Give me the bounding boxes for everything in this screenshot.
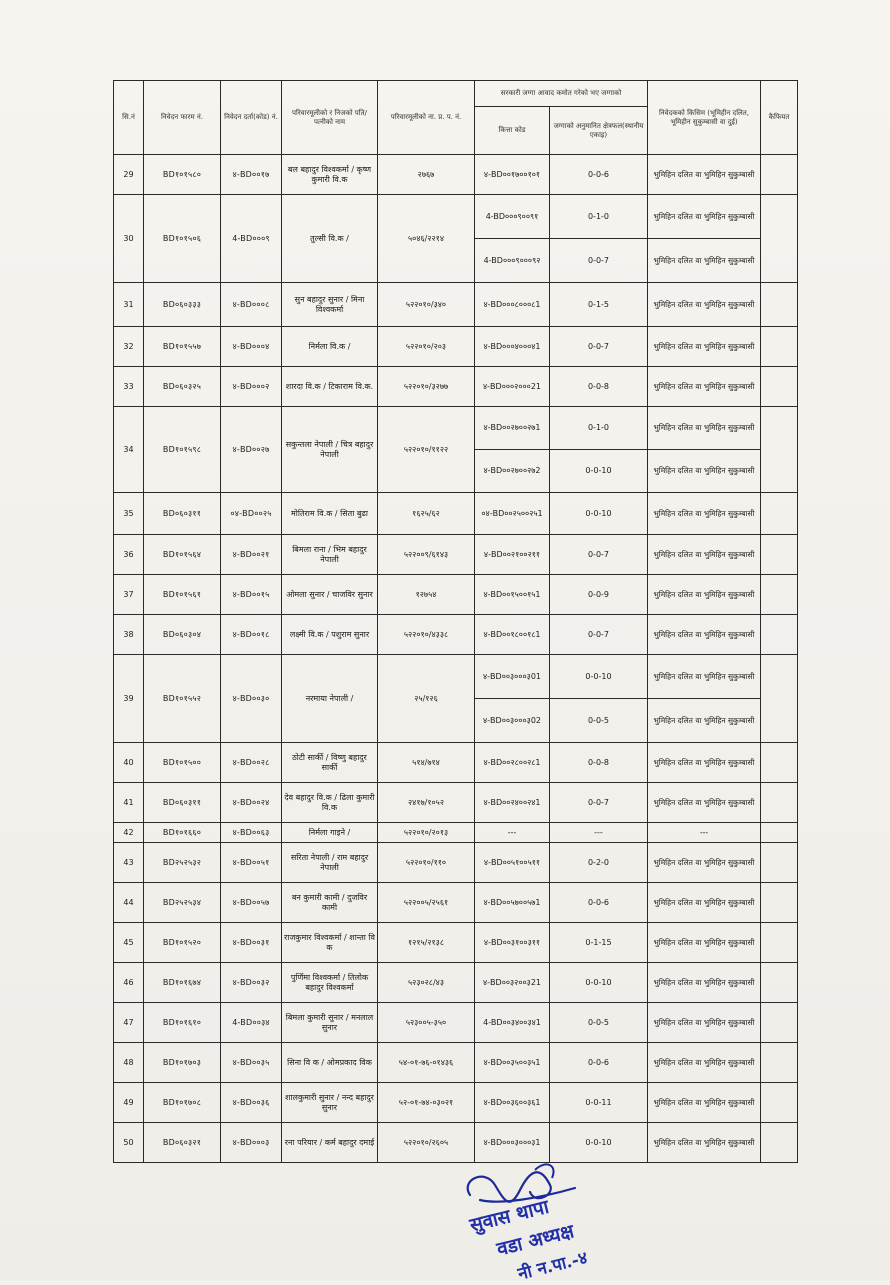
table-row: [114, 327, 798, 367]
cell-names: निर्मला वि.क /: [282, 327, 378, 367]
cell-sn: 49: [114, 1083, 144, 1123]
header-names: परिवारमूलीको र निजको पति/पत्नीको नाम: [282, 81, 378, 155]
cell-remarks: [761, 823, 798, 843]
cell-reg-code: ४-BD००३५: [221, 1043, 282, 1083]
cell-form-no: BD१०१५८०: [144, 155, 221, 195]
table-row: [114, 883, 798, 923]
cell-category: भुमिहिन दलित वा भुमिहिन सुकुम्बासी: [648, 283, 761, 327]
cell-remarks: [761, 195, 798, 283]
cell-sn: 32: [114, 327, 144, 367]
table-row: [114, 283, 798, 327]
cell-names: बिमला कुमारी सुनार / मनलाल सुनार: [282, 1003, 378, 1043]
header-land-group: सरकारी जग्गा आवाद कमोत गरेको भए जग्गाको: [475, 81, 648, 107]
cell-remarks: [761, 367, 798, 407]
header-remarks: कैफियत: [761, 81, 798, 155]
cell-area: 0-0-7: [550, 615, 648, 655]
cell-area: 0-2-0: [550, 843, 648, 883]
table-row: [114, 1083, 798, 1123]
cell-sn: 43: [114, 843, 144, 883]
cell-citizenship: ५२२०१०/२०१३: [378, 823, 475, 843]
cell-kitta: 4-BD०००९०००९२: [475, 239, 550, 283]
cell-area: 0-0-8: [550, 743, 648, 783]
cell-kitta: ४-BD००१८००१८1: [475, 615, 550, 655]
table-row: [114, 743, 798, 783]
cell-remarks: [761, 535, 798, 575]
cell-reg-code: ४-BD००१७: [221, 155, 282, 195]
cell-kitta: ४-BD००२४००२४1: [475, 783, 550, 823]
cell-category: भुमिहिन दलित वा भुमिहिन सुकुम्बासी: [648, 1123, 761, 1163]
cell-form-no: BD१०१५०६: [144, 195, 221, 283]
table-row: [114, 493, 798, 535]
cell-category: भुमिहिन दलित वा भुमिहिन सुकुम्बासी: [648, 535, 761, 575]
header-citizenship: परिवारमूलीको ना. प्र. प. नं.: [378, 81, 475, 155]
cell-category: भुमिहिन दलित वा भुमिहिन सुकुम्बासी: [648, 155, 761, 195]
cell-area: 0-0-10: [550, 655, 648, 699]
cell-names: शालकुमारी सुनार / नन्द बहादुर सुनार: [282, 1083, 378, 1123]
cell-names: बन कुमारी कामी / दुजविर कामी: [282, 883, 378, 923]
table-row: [114, 1003, 798, 1043]
cell-names: बल बहादुर विश्वकर्मा / कृष्ण कुमारी वि.क: [282, 155, 378, 195]
cell-kitta: ४-BD००२७००२७2: [475, 450, 550, 493]
cell-reg-code: ४-BD००१८: [221, 615, 282, 655]
stamp-name: सुवास थापा: [467, 1195, 552, 1237]
table-row: [114, 655, 798, 699]
cell-area: 0-1-5: [550, 283, 648, 327]
cell-form-no: BD१०१५६१: [144, 575, 221, 615]
cell-citizenship: ५२३००५-३५०: [378, 1003, 475, 1043]
cell-reg-code: ४-BD००२४: [221, 783, 282, 823]
cell-form-no: BD०६०३३३: [144, 283, 221, 327]
cell-citizenship: २५/१२६: [378, 655, 475, 743]
cell-citizenship: ५१४/७१४: [378, 743, 475, 783]
cell-form-no: BD१०१५५७: [144, 327, 221, 367]
cell-remarks: [761, 923, 798, 963]
cell-citizenship: ५०४६/२२१४: [378, 195, 475, 283]
cell-citizenship: १२१५/२१३८: [378, 923, 475, 963]
cell-kitta: ४-BD००१५००१५1: [475, 575, 550, 615]
cell-sn: 42: [114, 823, 144, 843]
table-row: [114, 783, 798, 823]
cell-sn: 45: [114, 923, 144, 963]
cell-sn: 31: [114, 283, 144, 327]
cell-remarks: [761, 783, 798, 823]
cell-category: भुमिहिन दलित वा भुमिहिन सुकुम्बासी: [648, 699, 761, 743]
table-body: [114, 155, 798, 1163]
cell-form-no: BD१०१६७४: [144, 963, 221, 1003]
cell-names: रना परियार / कर्म बहादुर दमाई: [282, 1123, 378, 1163]
cell-remarks: [761, 493, 798, 535]
cell-area: 0-0-5: [550, 699, 648, 743]
cell-names: शारदा वि.क / टिकाराम वि.क.: [282, 367, 378, 407]
header-form-no: निवेदन फारम नं.: [144, 81, 221, 155]
cell-kitta: ४-BD००३१००३११: [475, 923, 550, 963]
cell-sn: 40: [114, 743, 144, 783]
cell-citizenship: ५२२०१०/३४०: [378, 283, 475, 327]
table-row: [114, 923, 798, 963]
cell-form-no: BD१०१७०८: [144, 1083, 221, 1123]
cell-area: 0-0-7: [550, 783, 648, 823]
cell-category: भुमिहिन दलित वा भुमिहिन सुकुम्बासी: [648, 239, 761, 283]
cell-form-no: BD०६०३२१: [144, 1123, 221, 1163]
cell-kitta: ४-BD०००८०००८1: [475, 283, 550, 327]
cell-remarks: [761, 883, 798, 923]
cell-sn: 39: [114, 655, 144, 743]
cell-citizenship: ५२२०१०/४३३८: [378, 615, 475, 655]
cell-category: भुमिहिन दलित वा भुमिहिन सुकुम्बासी: [648, 883, 761, 923]
cell-citizenship: ५२२०१०/११२२: [378, 407, 475, 493]
cell-reg-code: ४-BD००२८: [221, 743, 282, 783]
cell-category: भुमिहिन दलित वा भुमिहिन सुकुम्बासी: [648, 1003, 761, 1043]
cell-form-no: BD१०१५६४: [144, 535, 221, 575]
cell-remarks: [761, 155, 798, 195]
cell-reg-code: 4-BD००३४: [221, 1003, 282, 1043]
cell-names: नरमाया नेपाली /: [282, 655, 378, 743]
cell-remarks: [761, 407, 798, 493]
cell-sn: 37: [114, 575, 144, 615]
cell-category: भुमिहिन दलित वा भुमिहिन सुकुम्बासी: [648, 407, 761, 450]
cell-reg-code: ४-BD००६३: [221, 823, 282, 843]
cell-form-no: BD१०१५५२: [144, 655, 221, 743]
table-row: [114, 535, 798, 575]
cell-area: 0-1-0: [550, 407, 648, 450]
cell-remarks: [761, 1043, 798, 1083]
cell-sn: 36: [114, 535, 144, 575]
cell-category: भुमिहिन दलित वा भुमिहिन सुकुम्बासी: [648, 923, 761, 963]
cell-names: सकुन्तला नेपाली / चित्र बहादुर नेपाली: [282, 407, 378, 493]
cell-kitta: 4-BD०००९००९१: [475, 195, 550, 239]
cell-kitta: ४-BD००२८००२८1: [475, 743, 550, 783]
cell-form-no: BD१०१६६०: [144, 823, 221, 843]
cell-category: भुमिहिन दलित वा भुमिहिन सुकुम्बासी: [648, 655, 761, 699]
cell-category: ---: [648, 823, 761, 843]
cell-category: भुमिहिन दलित वा भुमिहिन सुकुम्बासी: [648, 195, 761, 239]
table-row: [114, 575, 798, 615]
cell-kitta: 4-BD००३४००३४1: [475, 1003, 550, 1043]
cell-reg-code: ४-BD००१५: [221, 575, 282, 615]
cell-form-no: BD१०१५२०: [144, 923, 221, 963]
cell-category: भुमिहिन दलित वा भुमिहिन सुकुम्बासी: [648, 615, 761, 655]
cell-reg-code: ४-BD००२७: [221, 407, 282, 493]
table-row: [114, 823, 798, 843]
cell-form-no: BD१०१७०३: [144, 1043, 221, 1083]
cell-reg-code: ४-BD०००४: [221, 327, 282, 367]
table-row: [114, 963, 798, 1003]
cell-area: 0-0-11: [550, 1083, 648, 1123]
cell-remarks: [761, 1003, 798, 1043]
cell-sn: 33: [114, 367, 144, 407]
cell-reg-code: ४-BD००२१: [221, 535, 282, 575]
cell-citizenship: ५२२००९/६१४३: [378, 535, 475, 575]
table-row: [114, 843, 798, 883]
cell-category: भुमिहिन दलित वा भुमिहिन सुकुम्बासी: [648, 1083, 761, 1123]
cell-names: पुर्णिमा विश्वकर्मा / तिलोक बहादुर विश्वकर्मा: [282, 963, 378, 1003]
cell-sn: 44: [114, 883, 144, 923]
cell-remarks: [761, 327, 798, 367]
table-row: [114, 367, 798, 407]
cell-kitta: ४-BD००३५००३५1: [475, 1043, 550, 1083]
header-kitta: कित्ता कोड: [475, 107, 550, 155]
cell-reg-code: ४-BD००३०: [221, 655, 282, 743]
cell-category: भुमिहिन दलित वा भुमिहिन सुकुम्बासी: [648, 493, 761, 535]
cell-area: 0-0-6: [550, 1043, 648, 1083]
cell-area: 0-0-6: [550, 155, 648, 195]
table-row: [114, 615, 798, 655]
cell-area: 0-0-10: [550, 963, 648, 1003]
cell-area: 0-0-8: [550, 367, 648, 407]
stamp-office: नी न.पा.-४: [515, 1248, 590, 1285]
cell-sn: 41: [114, 783, 144, 823]
cell-citizenship: १२७५४: [378, 575, 475, 615]
cell-sn: 34: [114, 407, 144, 493]
cell-citizenship: ५२-०१-७४-०३०२१: [378, 1083, 475, 1123]
cell-citizenship: ५२२०१०/२०३: [378, 327, 475, 367]
cell-reg-code: ४-BD०००८: [221, 283, 282, 327]
cell-category: भुमिहिन दलित वा भुमिहिन सुकुम्बासी: [648, 450, 761, 493]
cell-kitta: ४-BD००५७००५७1: [475, 883, 550, 923]
cell-reg-code: ०४-BD००२५: [221, 493, 282, 535]
cell-names: सिना वि क / ओमप्रकाद विक: [282, 1043, 378, 1083]
cell-citizenship: ५२२०१०/२६०५: [378, 1123, 475, 1163]
cell-names: बिमला राना / भिम बहादुर नेपाली: [282, 535, 378, 575]
cell-area: 0-0-7: [550, 327, 648, 367]
cell-reg-code: ४-BD००५७: [221, 883, 282, 923]
cell-form-no: BD२५२५३४: [144, 883, 221, 923]
table-row: [114, 1043, 798, 1083]
cell-category: भुमिहिन दलित वा भुमिहिन सुकुम्बासी: [648, 743, 761, 783]
cell-names: देव बहादुर वि.क / ढिला कुमारी वि.क: [282, 783, 378, 823]
cell-category: भुमिहिन दलित वा भुमिहिन सुकुम्बासी: [648, 843, 761, 883]
cell-form-no: BD०६०३०४: [144, 615, 221, 655]
cell-kitta: ४-BD००३६००३६1: [475, 1083, 550, 1123]
cell-area: 0-0-10: [550, 450, 648, 493]
cell-category: भुमिहिन दलित वा भुमिहिन सुकुम्बासी: [648, 963, 761, 1003]
cell-area: 0-0-10: [550, 1123, 648, 1163]
table-row: [114, 155, 798, 195]
cell-reg-code: ४-BD००५१: [221, 843, 282, 883]
cell-names: राजकुमार विश्वकर्मा / शान्ता वि क: [282, 923, 378, 963]
cell-category: भुमिहिन दलित वा भुमिहिन सुकुम्बासी: [648, 575, 761, 615]
cell-reg-code: ४-BD०००३: [221, 1123, 282, 1163]
cell-kitta: ४-BD००२१००२११: [475, 535, 550, 575]
cell-reg-code: ४-BD०००२: [221, 367, 282, 407]
cell-sn: 50: [114, 1123, 144, 1163]
cell-names: ठोटी सार्की / विष्णु बहादुर सार्की: [282, 743, 378, 783]
cell-sn: 38: [114, 615, 144, 655]
table-row: [114, 407, 798, 450]
cell-remarks: [761, 655, 798, 743]
cell-area: 0-0-9: [550, 575, 648, 615]
cell-reg-code: 4-BD०००९: [221, 195, 282, 283]
cell-citizenship: १६२५/६२: [378, 493, 475, 535]
cell-area: 0-0-7: [550, 535, 648, 575]
cell-sn: 48: [114, 1043, 144, 1083]
cell-citizenship: २७६७: [378, 155, 475, 195]
cell-category: भुमिहिन दलित वा भुमिहिन सुकुम्बासी: [648, 367, 761, 407]
cell-kitta: ४-BD००३२००३21: [475, 963, 550, 1003]
cell-area: 0-1-15: [550, 923, 648, 963]
cell-remarks: [761, 743, 798, 783]
cell-kitta: ४-BD००३०००३01: [475, 655, 550, 699]
cell-category: भुमिहिन दलित वा भुमिहिन सुकुम्बासी: [648, 783, 761, 823]
cell-remarks: [761, 963, 798, 1003]
cell-kitta: ०४-BD००२५००२५1: [475, 493, 550, 535]
cell-form-no: BD०६०३२५: [144, 367, 221, 407]
header-reg-code: निवेदन दर्ता(कोड) नं.: [221, 81, 282, 155]
cell-remarks: [761, 1123, 798, 1163]
header-category: निवेदकको किसिम (भूमिहीन दलित, भूमिहीन सुकुम्बासी वा दुई): [648, 81, 761, 155]
cell-remarks: [761, 615, 798, 655]
cell-sn: 46: [114, 963, 144, 1003]
cell-kitta: ४-BD००३०००३02: [475, 699, 550, 743]
cell-sn: 29: [114, 155, 144, 195]
stamp-title: वडा अध्यक्ष: [494, 1220, 577, 1261]
cell-area: 0-0-5: [550, 1003, 648, 1043]
table-row: [114, 195, 798, 239]
cell-form-no: BD१०१५००: [144, 743, 221, 783]
cell-area: 0-0-7: [550, 239, 648, 283]
cell-citizenship: ५२३०२८/४३: [378, 963, 475, 1003]
cell-sn: 35: [114, 493, 144, 535]
cell-area: 0-0-6: [550, 883, 648, 923]
cell-form-no: BD१०१५९८: [144, 407, 221, 493]
cell-kitta: ४-BD००२७००२७1: [475, 407, 550, 450]
cell-area: 0-0-10: [550, 493, 648, 535]
header-sn: सि.नं: [114, 81, 144, 155]
cell-citizenship: ५२२००५/२५६१: [378, 883, 475, 923]
cell-form-no: BD०६०३११: [144, 783, 221, 823]
cell-sn: 47: [114, 1003, 144, 1043]
header-area: जग्गाको अनुमानित क्षेत्रफल(स्थानीय एकाइ): [550, 107, 648, 155]
cell-category: भुमिहिन दलित वा भुमिहिन सुकुम्बासी: [648, 327, 761, 367]
cell-remarks: [761, 843, 798, 883]
land-register-table: [113, 80, 798, 1163]
cell-names: लक्ष्मी वि.क / पशुराम सुनार: [282, 615, 378, 655]
cell-reg-code: ४-BD००३६: [221, 1083, 282, 1123]
cell-names: निर्मला गाइने /: [282, 823, 378, 843]
cell-names: मोतिराम वि.क / सिता बुढा: [282, 493, 378, 535]
cell-names: ओमला सुनार / चाजविर सुनार: [282, 575, 378, 615]
cell-form-no: BD०६०३११: [144, 493, 221, 535]
cell-citizenship: ५२२०१०/३२७७: [378, 367, 475, 407]
cell-kitta: ४-BD००१७००१०१: [475, 155, 550, 195]
cell-names: तुल्सी वि.क /: [282, 195, 378, 283]
cell-sn: 30: [114, 195, 144, 283]
cell-reg-code: ४-BD००३२: [221, 963, 282, 1003]
cell-names: सरिता नेपाली / राम बहादुर नेपाली: [282, 843, 378, 883]
cell-kitta: ४-BD००५१००५११: [475, 843, 550, 883]
cell-kitta: ४-BD०००४०००४1: [475, 327, 550, 367]
cell-area: ---: [550, 823, 648, 843]
cell-names: सुन बहादुर सुनार / मिना विश्वकर्मा: [282, 283, 378, 327]
cell-category: भुमिहिन दलित वा भुमिहिन सुकुम्बासी: [648, 1043, 761, 1083]
cell-reg-code: ४-BD००३१: [221, 923, 282, 963]
cell-form-no: BD२५२५३२: [144, 843, 221, 883]
cell-remarks: [761, 575, 798, 615]
cell-kitta: ---: [475, 823, 550, 843]
cell-area: 0-1-0: [550, 195, 648, 239]
cell-kitta: ४-BD०००२०००21: [475, 367, 550, 407]
cell-citizenship: २४१७/१०५२: [378, 783, 475, 823]
cell-form-no: BD१०१६१०: [144, 1003, 221, 1043]
cell-remarks: [761, 1083, 798, 1123]
cell-kitta: ४-BD०००३०००३1: [475, 1123, 550, 1163]
cell-citizenship: ५२२०१०/११०: [378, 843, 475, 883]
cell-citizenship: ५४-०१-७६-०१४३६: [378, 1043, 475, 1083]
cell-remarks: [761, 283, 798, 327]
